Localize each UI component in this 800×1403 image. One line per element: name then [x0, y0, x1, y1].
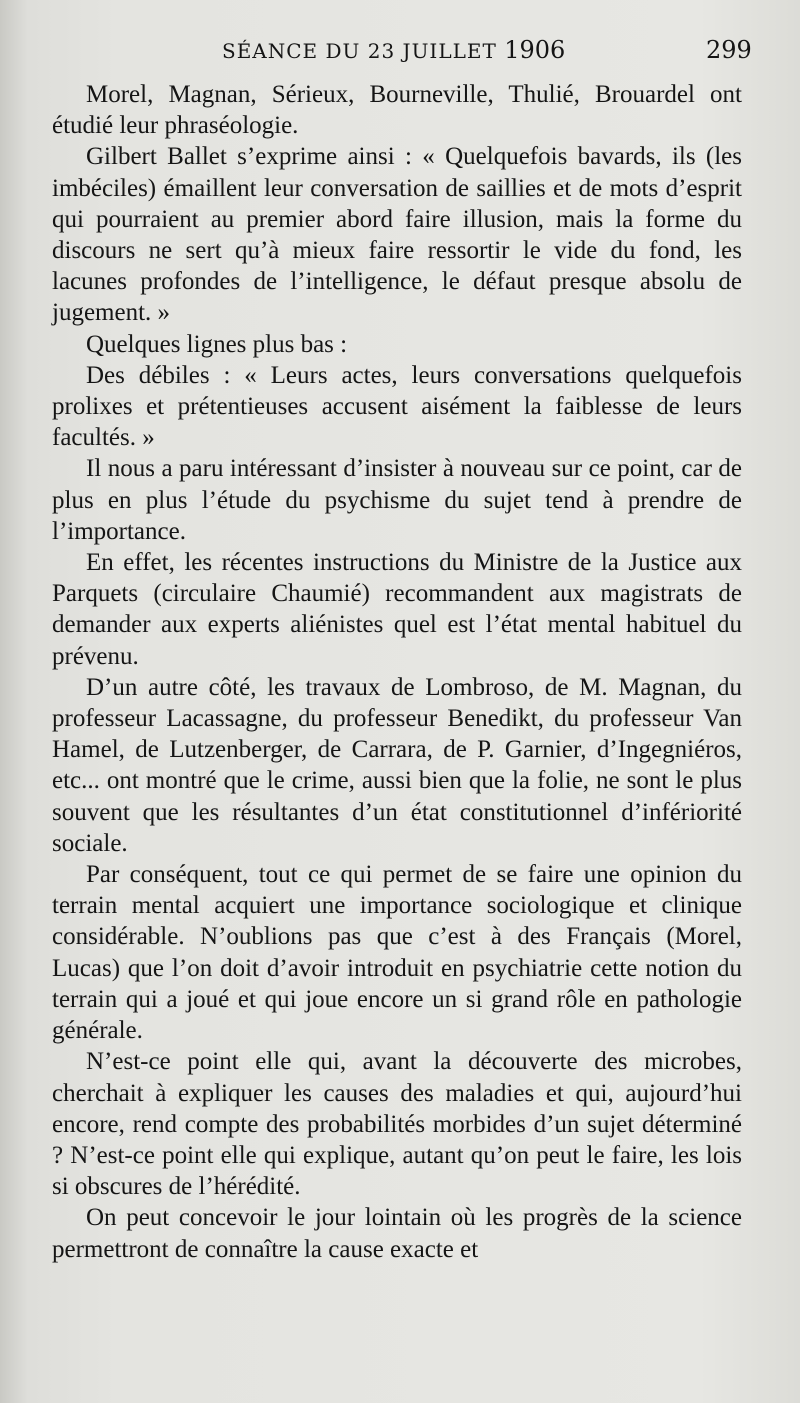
paragraph: D’un autre côté, les travaux de Lombroso, de M. Magnan, du professeur Lacassagne, du professeur Benedikt, du professeur Van Hamel, de Lutzenberger, de Carrara, de P. Garnier, d’Ingegniéros, etc... ont montré que le crime, aussi bien que la folie, ne sont le plus souvent que les résultantes d’un état constitutionnel d’infériorité sociale.	[52, 673, 742, 857]
body-text	[52, 79, 742, 1265]
page-number: 299	[706, 36, 752, 64]
running-title: SÉANCE DU 23 JUILLET 1906	[222, 36, 566, 64]
paragraph: Morel, Magnan, Sérieux, Bourneville, Thulié, Brouardel ont étudié leur phraséologie.	[52, 81, 742, 140]
paragraph: On peut concevoir le jour lointain où les progrès de la science permettront de connaître la cause exacte et	[52, 1204, 742, 1263]
paragraph: Il nous a paru intéressant d’insister à nouveau sur ce point, car de plus en plus l’étude du psychisme du sujet tend à prendre de l’importance.	[52, 455, 742, 545]
paragraph: En effet, les récentes instructions du Ministre de la Justice aux Parquets (circulaire Chaumié) recommandent aux magistrats de demander aux experts aliénistes quel est l’état mental habituel du prévenu.	[52, 549, 742, 670]
paragraph: Quelques lignes plus bas :	[86, 330, 348, 358]
paragraph: Par conséquent, tout ce qui permet de se faire une opinion du terrain mental acquiert une importance sociologique et clinique considérable. N’oublions pas que c’est à des Français (Morel, Lucas) que l’on doit d’avoir introduit en psychiatrie cette notion du terrain qui a joué et qui joue encore un si grand rôle en pathologie générale.	[52, 861, 742, 1045]
paragraph: Des débiles : « Leurs actes, leurs conversations quelquefois prolixes et prétentieuses accusent aisément la faiblesse de leurs facultés. »	[52, 361, 742, 452]
running-title-year: 1906	[504, 36, 566, 64]
paragraph: N’est-ce point elle qui, avant la découverte des microbes, cherchait à expliquer les causes des maladies et qui, aujourd’hui encore, rend compte des probabilités morbides d’un sujet déterminé ? N’est-ce point elle qui explique, autant qu’on peut le faire, les lois si obscures de l’hérédité.	[52, 1048, 742, 1201]
paragraph: Gilbert Ballet s’exprime ainsi : « Quelquefois bavards, ils (les imbéciles) émaillent leur conversation de saillies et de mots d’esprit qui pourraient au premier abord faire illusion, mais la forme du discours ne sert qu’à mieux faire ressortir le vide du fond, les lacunes profondes de l’intelligence, le défaut presque absolu de jugement. »	[52, 143, 742, 327]
page-header	[0, 36, 800, 76]
